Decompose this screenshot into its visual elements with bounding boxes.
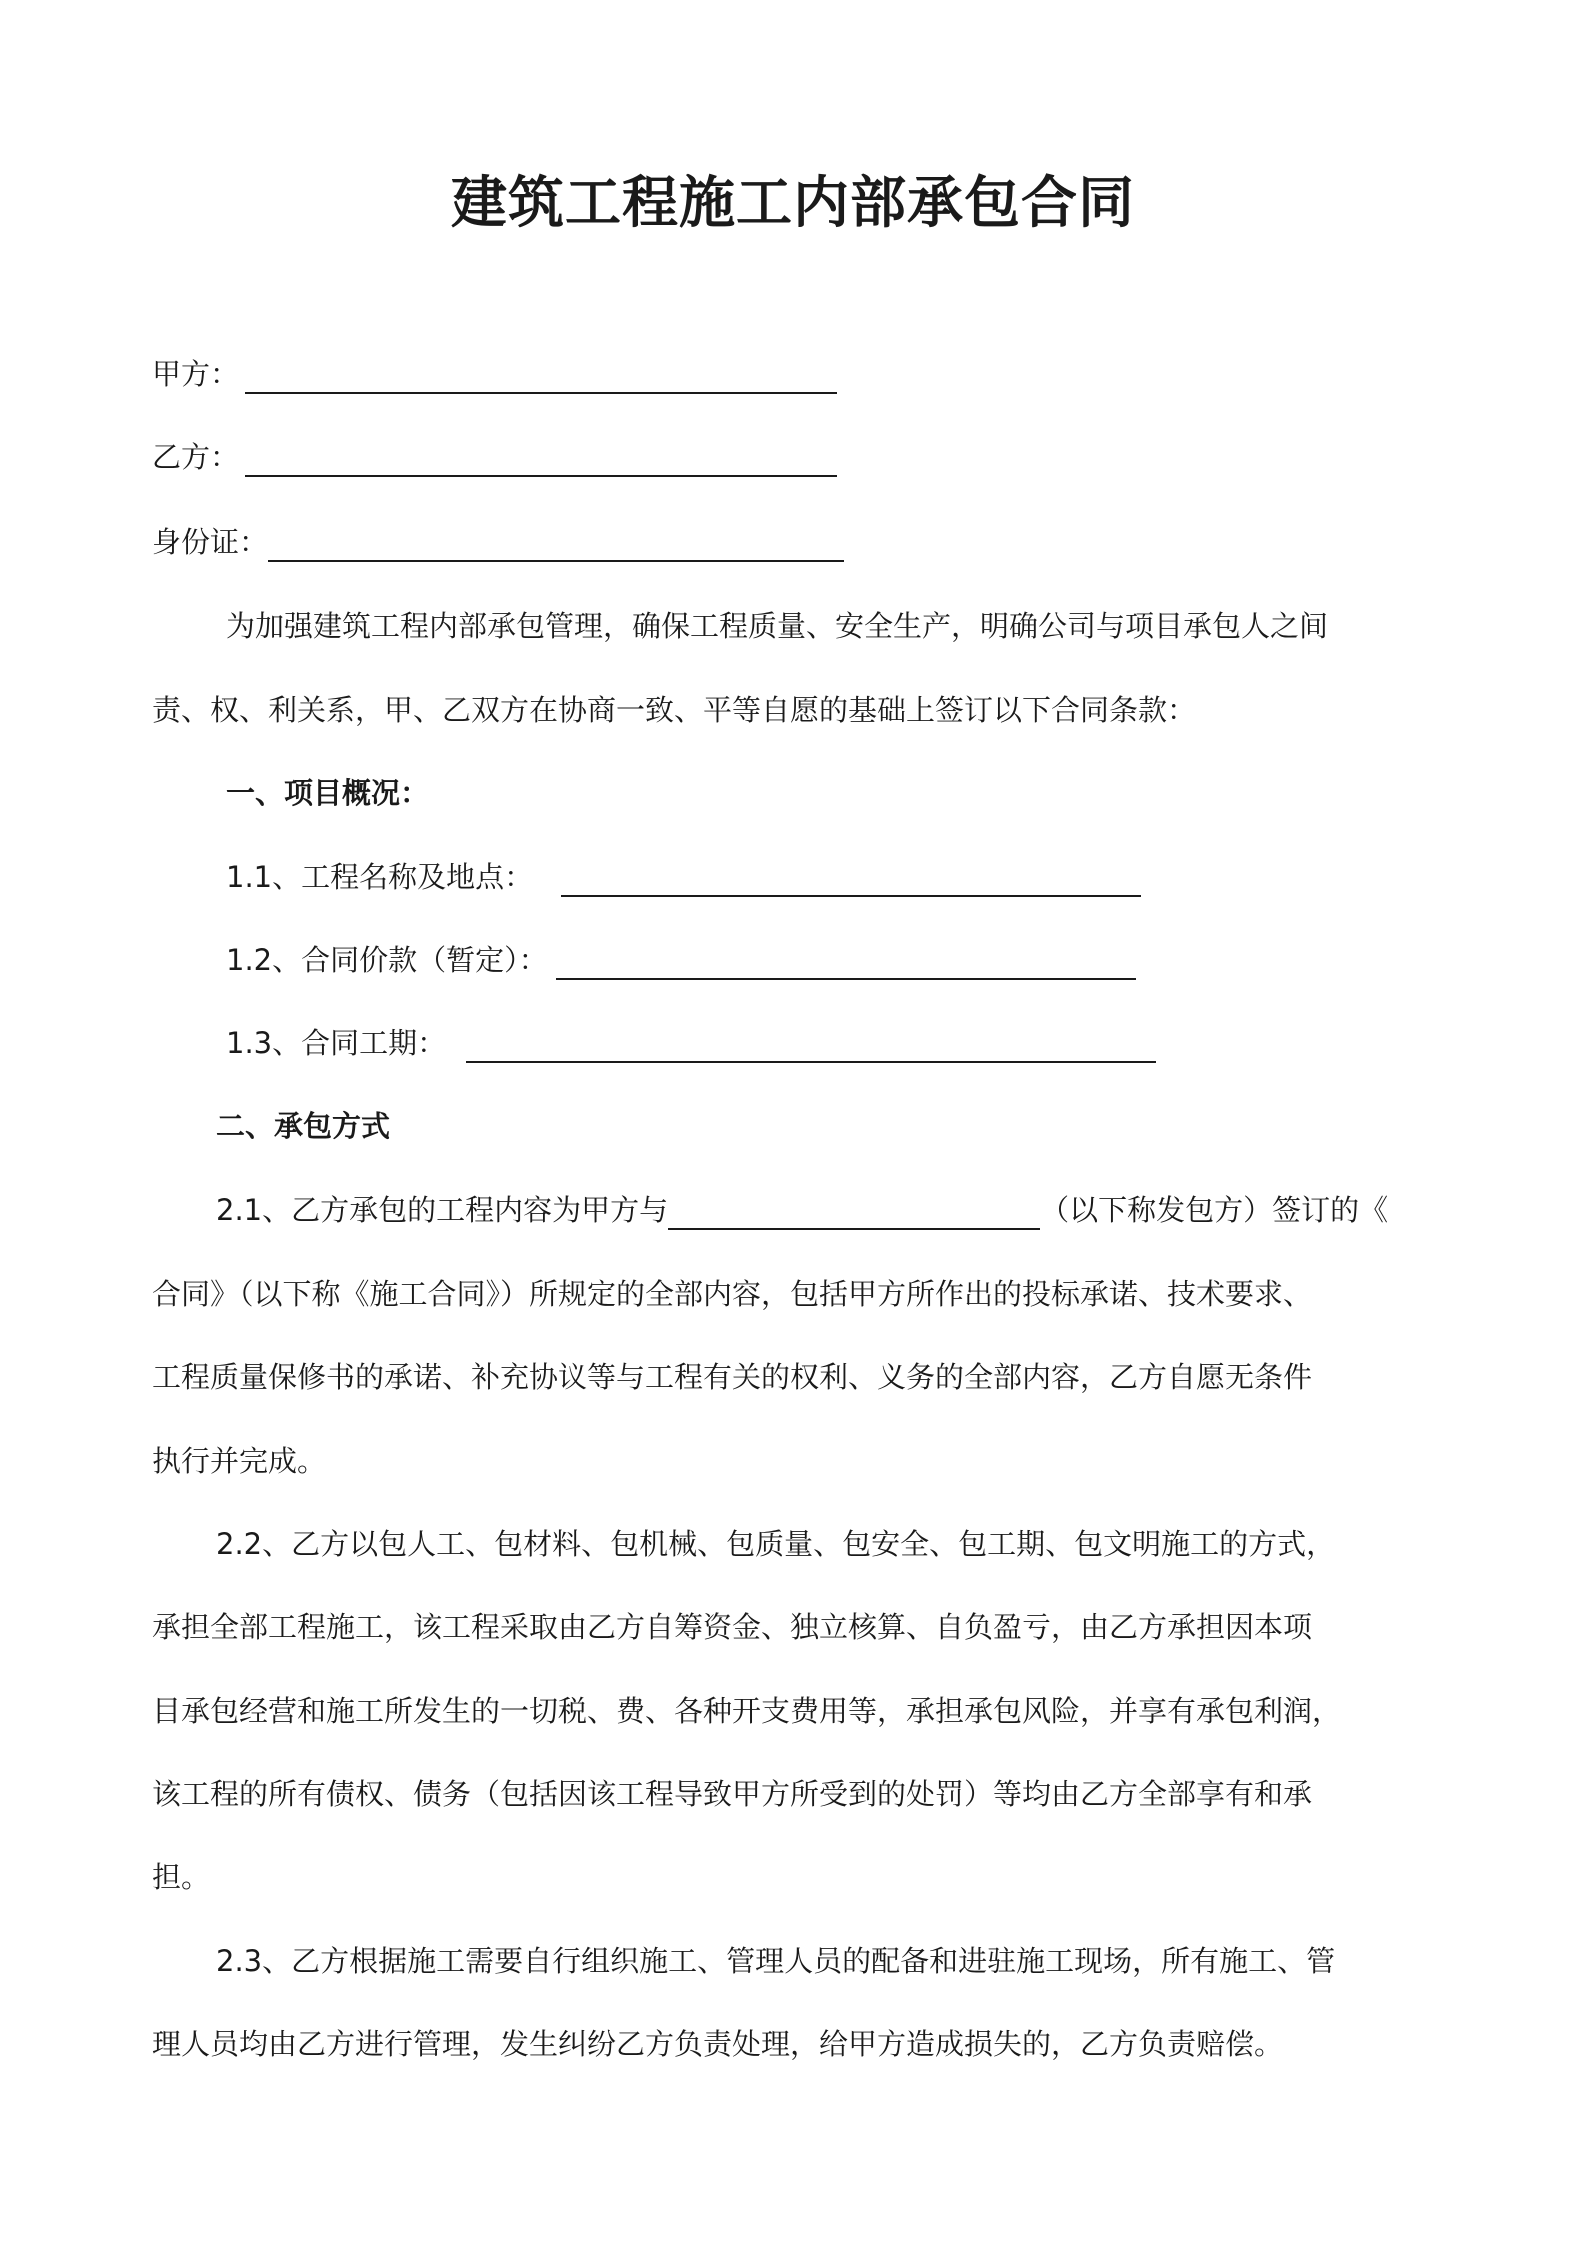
item-1-2-label: 1.2、合同价款（暂定）： xyxy=(226,943,548,977)
intro-line-2: 责、权、利关系，甲、乙双方在协商一致、平等自愿的基础上签订以下合同条款： xyxy=(152,693,1197,727)
contract-price-blank[interactable] xyxy=(556,944,1136,980)
p21-party-blank[interactable] xyxy=(668,1194,1040,1230)
p21-line-4: 执行并完成。 xyxy=(152,1444,327,1478)
p21-line-1 xyxy=(216,1190,1388,1230)
section-1-heading: 一、项目概况： xyxy=(226,776,430,810)
item-1-1-label: 1.1、工程名称及地点： xyxy=(226,860,534,894)
p22-line-5: 担。 xyxy=(152,1860,211,1894)
contract-duration-blank[interactable] xyxy=(466,1027,1156,1063)
p22-line-2: 承担全部工程施工，该工程采取由乙方自筹资金、独立核算、自负盈亏，由乙方承担因本项 xyxy=(152,1610,1313,1644)
intro-line-1: 为加强建筑工程内部承包管理，确保工程质量、安全生产，明确公司与项目承包人之间 xyxy=(226,609,1329,643)
p21-suffix: （以下称发包方）签订的《 xyxy=(1040,1193,1389,1227)
p22-line-4: 该工程的所有债权、债务（包括因该工程导致甲方所受到的处罚）等均由乙方全部享有和承 xyxy=(152,1777,1313,1811)
p21-line-2: 合同》（以下称《施工合同》）所规定的全部内容，包括甲方所作出的投标承诺、技术要求、 xyxy=(152,1277,1313,1311)
item-1-1-row xyxy=(226,857,1141,897)
document-title: 建筑工程施工内部承包合同 xyxy=(451,171,1135,236)
item-1-3-row xyxy=(226,1023,1156,1063)
p21-line-3: 工程质量保修书的承诺、补充协议等与工程有关的权利、义务的全部内容，乙方自愿无条件 xyxy=(152,1360,1313,1394)
party-a-blank[interactable] xyxy=(245,358,837,394)
party-a-row xyxy=(152,354,837,394)
party-b-row xyxy=(152,437,837,477)
p21-prefix: 2.1、乙方承包的工程内容为甲方与 xyxy=(216,1193,669,1227)
party-a-label: 甲方： xyxy=(152,357,240,391)
party-b-label: 乙方： xyxy=(152,440,240,474)
p23-line-1: 2.3、乙方根据施工需要自行组织施工、管理人员的配备和进驻施工现场，所有施工、管 xyxy=(216,1944,1336,1978)
party-b-blank[interactable] xyxy=(245,441,837,477)
p23-line-2: 理人员均由乙方进行管理，发生纠纷乙方负责处理，给甲方造成损失的，乙方负责赔偿。 xyxy=(152,2027,1284,2061)
project-name-location-blank[interactable] xyxy=(561,861,1141,897)
id-row xyxy=(152,522,844,562)
item-1-2-row xyxy=(226,940,1136,980)
p22-line-1: 2.2、乙方以包人工、包材料、包机械、包质量、包安全、包工期、包文明施工的方式， xyxy=(216,1527,1336,1561)
id-label: 身份证： xyxy=(152,525,269,559)
p22-line-3: 目承包经营和施工所发生的一切税、费、各种开支费用等，承担承包风险，并享有承包利润， xyxy=(152,1694,1342,1728)
section-2-heading: 二、承包方式 xyxy=(216,1109,391,1143)
id-blank[interactable] xyxy=(268,526,844,562)
item-1-3-label: 1.3、合同工期： xyxy=(226,1026,447,1060)
